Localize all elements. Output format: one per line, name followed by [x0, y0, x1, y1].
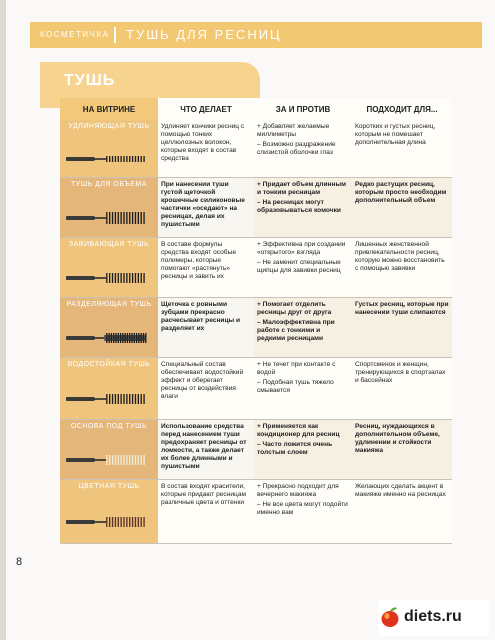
cell-suitable-for — [352, 420, 452, 480]
cell-text: Коротких и густых ресниц, которым не помешает дополнительная длина — [355, 123, 436, 146]
cell-text: + Эффективна при создании «открытого» взгляда — [257, 241, 346, 256]
cell-text: Лишенных женственной привлекательности ресниц, которую можно восстановить с помощью завивки — [355, 241, 445, 272]
cell-text: + Не течет при контакте с водой — [257, 361, 336, 376]
cell-suitable-for — [352, 120, 452, 178]
cell-suitable-for — [352, 298, 452, 358]
watermark-text: diets.ru — [404, 608, 462, 625]
cell-text: Спортсменок и женщин, тренирующихся в спортзалах и бассейнах — [355, 361, 446, 384]
mascara-wand-icon — [66, 331, 152, 345]
mascara-wand-icon — [66, 453, 152, 467]
page-spine — [0, 0, 6, 640]
apple-icon — [380, 606, 400, 628]
product-thumbnail — [60, 178, 158, 238]
section-header-band — [30, 22, 482, 48]
table-row — [60, 238, 452, 298]
cell-text: В состав входят красители, которые придают ресницам различные цвета и оттенки — [161, 483, 247, 506]
product-thumbnail — [60, 238, 158, 298]
category-heading: ТУШЬ — [64, 72, 116, 89]
table-row — [60, 298, 452, 358]
cell-what-it-does — [158, 358, 254, 420]
cell-pros-cons — [254, 178, 352, 238]
cell-text: Удлиняет кончики ресниц с помощью тонких целлюлозных волокон, которые входят в состав средства — [161, 123, 245, 162]
product-type-name: ОСНОВА ПОД ТУШЬ — [70, 423, 148, 430]
product-thumbnail — [60, 480, 158, 544]
cell-what-it-does — [158, 238, 254, 298]
cell-what-it-does — [158, 120, 254, 178]
table-row — [60, 480, 452, 544]
product-type-name: УДЛИНЯЮЩАЯ ТУШЬ — [68, 123, 150, 130]
column-header-what-it-does: ЧТО ДЕЛАЕТ — [158, 98, 254, 121]
cell-text: + Прекрасно подходит для вечернего макияжа — [257, 483, 339, 498]
cell-text: Густых ресниц, которые при нанесении туши слипаются — [355, 301, 449, 316]
column-header-showcase: НА ВИТРИНЕ — [60, 98, 158, 120]
cell-text: + Добавляет желаемые миллиметры — [257, 123, 330, 138]
cell-suitable-for — [352, 178, 452, 238]
section-name: КОСМЕТИЧКА — [40, 30, 110, 39]
cell-what-it-does — [158, 420, 254, 480]
table-row — [60, 358, 452, 420]
cell-text: Специальный состав обеспечивает водостойкий эффект и оберегает ресницы от воздействия влаги — [161, 361, 244, 400]
cell-text: – Подобная тушь тяжело смывается — [257, 379, 334, 394]
cell-text: – Часто ложится очень толстым слоем — [257, 441, 333, 456]
cell-what-it-does — [158, 298, 254, 358]
mascara-wand-icon — [66, 271, 152, 285]
cell-text: + Применяется как кондиционер для ресниц — [257, 423, 340, 438]
product-thumbnail — [60, 120, 158, 178]
cell-what-it-does — [158, 480, 254, 544]
product-type-name: ЗАВИВАЮЩАЯ ТУШЬ — [68, 241, 150, 248]
product-type-name: ТУШЬ ДЛЯ ОБЪЕМА — [70, 181, 148, 188]
cell-what-it-does — [158, 178, 254, 238]
header-divider — [114, 27, 116, 43]
product-type-name: ВОДОСТОЙКАЯ ТУШЬ — [67, 361, 151, 368]
cell-text: – На ресницах могут образовываться комочки — [257, 199, 341, 214]
cell-text: Щеточка с ровными зубцами прекрасно расчесывает ресницы и разделяет их — [161, 301, 241, 332]
row-divider — [60, 543, 452, 544]
cell-text: Ресниц, нуждающихся в дополнительном объеме, удлинении и стойкости макияжа — [355, 423, 440, 454]
cell-text: Редко растущих ресниц, которым просто необходим дополнительный объем — [355, 181, 447, 204]
cell-text: – Возможно раздражение слизистой оболочки глаз — [257, 141, 336, 156]
cell-pros-cons — [254, 120, 352, 178]
column-header-pros-cons: ЗА И ПРОТИВ — [254, 98, 352, 121]
mascara-wand-icon — [66, 515, 152, 529]
cell-pros-cons — [254, 420, 352, 480]
cell-pros-cons — [254, 298, 352, 358]
cell-suitable-for — [352, 358, 452, 420]
product-thumbnail — [60, 358, 158, 420]
product-thumbnail — [60, 298, 158, 358]
cell-text: – Малоэффективна при работе с тонкими и редкими ресницами — [257, 319, 335, 342]
mascara-wand-icon — [66, 211, 152, 225]
cell-text: При нанесении туши густой щеточкой крошечные силиконовые частички «оседают» на ресницах, делая их пушистыми — [161, 181, 245, 228]
cell-pros-cons — [254, 238, 352, 298]
cell-pros-cons — [254, 480, 352, 544]
mascara-wand-icon — [66, 392, 152, 406]
table-header — [60, 98, 452, 120]
column-header-suitable-for: ПОДХОДИТ ДЛЯ... — [352, 98, 452, 121]
table-row — [60, 120, 452, 178]
cell-text: – Не заменит специальные щипцы для завивки ресниц — [257, 259, 341, 274]
mascara-wand-icon — [66, 152, 152, 166]
cell-suitable-for — [352, 480, 452, 544]
cell-text: Желающих сделать акцент в макияже именно на ресницах — [355, 483, 446, 498]
cell-text: + Придает объем длинным и тонким ресницам — [257, 181, 347, 196]
product-type-name: РАЗДЕЛЯЮЩАЯ ТУШЬ — [66, 301, 152, 308]
cell-pros-cons — [254, 358, 352, 420]
cell-text: В составе формулы средства входят особые полимеры, которые помогают «растянуть» ресницы и завить их — [161, 241, 236, 280]
cell-suitable-for — [352, 238, 452, 298]
product-type-name: ЦВЕТНАЯ ТУШЬ — [78, 483, 140, 490]
cell-text: + Помогает отделить ресницы друг от друга — [257, 301, 332, 316]
table-row — [60, 420, 452, 480]
cell-text: – Не все цвета могут подойти именно вам — [257, 501, 348, 516]
table-row — [60, 178, 452, 238]
site-watermark — [378, 600, 490, 636]
page-title: ТУШЬ ДЛЯ РЕСНИЦ — [126, 27, 282, 42]
product-thumbnail — [60, 420, 158, 480]
page-number: 8 — [16, 556, 23, 568]
cell-text: Использование средства перед нанесением туши предохраняет ресницы от ломкости, а также делает их более длинными и пушистыми — [161, 423, 247, 470]
